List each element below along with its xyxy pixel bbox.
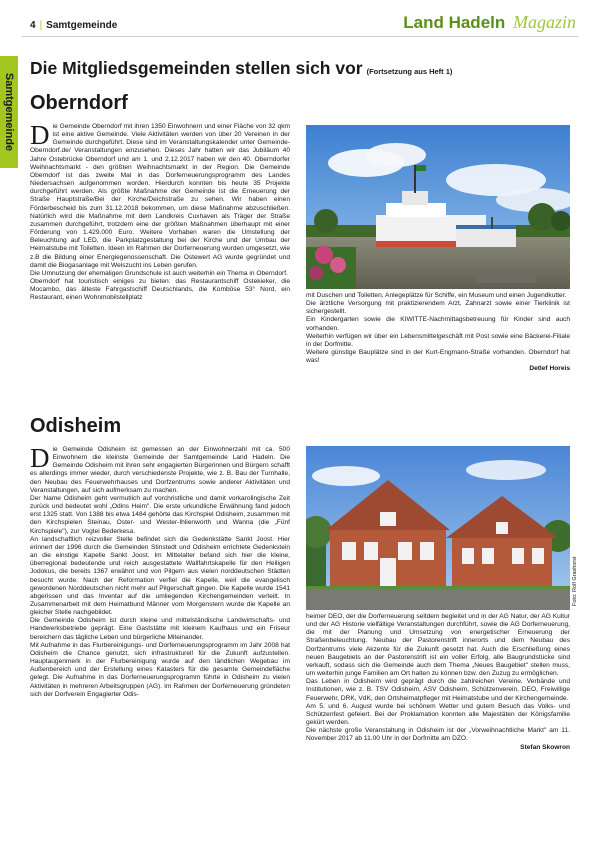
magazine-logo xyxy=(403,12,576,33)
photo-credit: Foto: Rolf Grashorst xyxy=(572,556,578,606)
side-tab-label: Samtgemeinde xyxy=(3,72,15,152)
dropcap: D xyxy=(30,443,50,473)
header-separator: | xyxy=(39,20,43,31)
author-signature: Detlef Horeis xyxy=(529,365,570,373)
odisheim-paragraph-6: heimer DEO, der die Dorferneuerung seitdem begleitet und in der AG Natur, der AG Kultur und der AG Historie vielfältige Veranstaltungen durchführt, sowie die AG Dorferneuerung, die mit der Planung und Umsetzung von energetischer Erneuerung der Straßenbeleuchtung, Neubau der Pastorenstrift innerorts und dem Neubau des Dorfzentrums viele Akzente für die Zukunft gesetzt hat. Auch die Erschließung eines neuen Baugebiets an der Pastorenstrift ist ein voller Erfolg, alle Baugrundstücke sind verkauft, sodass sich die Gemeinde auch dem Thema „Neues Baugebiet" stellen muss, um weiterhin junge Familien am Ort halten zu können bzw. den Zuzug zu ermöglichen. xyxy=(306,613,570,678)
brand-land: Land xyxy=(403,13,444,32)
oberndorf-paragraph-4: mit Duschen und Toiletten, Anlegeplätze für Schiffe, ein Museum und einen Jugendkutter. xyxy=(306,292,567,299)
oberndorf-paragraph-5: Die ärztliche Versorgung mit praktizierendem Arzt, Zahnarzt sowie einer Tierklinik ist sichergestellt. xyxy=(306,300,570,316)
photo-odisheim-houses xyxy=(306,446,570,610)
page-title-text: Die Mitgliedsgemeinden stellen sich vor xyxy=(30,58,363,78)
odisheim-paragraph-1-text: ie Gemeinde Odisheim ist gemessen an der Einwohnerzahl mit ca. 500 Einwohnern die kleinste Gemeinde der Samtgemeinde Land Hadeln. Die Gemeinde Odisheim mit ihren sehr engagierten Bürgerinnen und Bürgern schafft es allerdings immer wieder, durch verschiedenste Projekte, wie z. B. Bau der Turnhalle, den Neubau des Feuerwehrhauses und Dorfzentrums sowie anderer Aktivitäten und Veranstaltungen, auf sich aufmerksam zu machen. xyxy=(30,446,290,494)
page-title xyxy=(30,58,452,79)
header-rule xyxy=(22,36,578,37)
oberndorf-paragraph-1-text: ie Gemeinde Oberndorf mit ihren 1350 Einwohnern und einer Fläche von 32 qkm ist eine aktive Gemeinde. Viele Aktivitäten werden von über 20 Vereinen in der Gemeinde durchgeführt. Diese sind im Veranstaltungskalender unter Gemeinde-Oberndorf.de/ Veranstaltungen einzusehen. Dieses Jahr hatten wir das Jubiläum 40 Jahre Ostebrücke Oberndorf und am 1. und 2.12.2017 haben wir den 40. Oberndorfer Weihnachtsmarkt - den größten Weihnachtsmarkt in der Region. Die Gemeinde Oberndorf ist das zweite Mal in das Dorferneuerungsprogramm des Landes Niedersachsen aufgenommen worden. Hierdurch konnten bis heute 35 Projekte durchgeführt werden. Als größte Maßnahme der Gemeinde ist die Erneuerung der Straße Hauptstraße/Bei der Kirche/Deichstraße zu sehen. Wir haben einen Förderbescheid bis zum 31.12.2018 bekommen, um diese Maßnahme abzuschließen. Natürlich wird die Maßnahme mit dem Landkreis Cuxhaven als Träger der Straße zusammen durchgeführt, trotzdem eine der größten Maßnahmen überhaupt mit einer Förderung von 1.429.000 Euro. Weitere Vorhaben waren die Umstellung der Beleuchtung auf LED, die Parkplatzgestaltung bei der Kirche und der Umbau der Heimatstube mit Toiletten. Ideen im Rahmen der Dorferneuerung wurden umgesetzt, wie z.B die Bildung einer Energiegenossenschaft. Die Ostewert AG wurde gegründet und damit die Biogasanlage mit Welszucht ins Leben gerufen. xyxy=(30,123,290,269)
section-heading-oberndorf: Oberndorf xyxy=(30,92,128,114)
page-number: 4 xyxy=(30,20,36,31)
oberndorf-paragraph-3: Oberndorf hat touristisch einiges zu bieten: das Restaurantschiff Ostekieker, die Mocambo, das älteste Fahrgastschiff Deutschlands, die Komböse 53° Nord, ein Restaurant, einen Wohnmobilstellplatz xyxy=(30,277,290,302)
brand-magazin: Magazin xyxy=(513,12,576,32)
oberndorf-paragraph-8: Weitere günstige Bauplätze sind in der Kurt-Engmann-Straße vorhanden. Oberndorf hat was! xyxy=(306,349,570,365)
odisheim-paragraph-3: An landschaftlich reizvoller Stelle befindet sich die Gedenkstätte Sankt Joost. Hier erinnert der 1996 durch die Gemeinden Stinstedt und Odisheim errichtete Gedenkstein an die einstige Kapelle Sankt Joost. Im Mittelalter befand sich hier die kleine, überregional bedeutende und reich ausgestattete Wallfahrtskapelle für den Heiligen Jodokus, die bereits 1367 erwähnt und von Pilgern aus vielen norddeutschen Städten besucht wurde. Nach der Reformation verfiel die Kapelle, weil die evangelisch gewordenen Norddeutschen nicht mehr auf Pilgerschaft gingen. Die Kapelle wurde 1541 abgerissen und das Inventar auf die umliegenden Kirchengemeinden verteilt. In Zusammenarbeit mit dem Heimatbund Männer vom Morgenstern wurde die Kapelle an gleicher Stelle nachgebildet. xyxy=(30,535,290,617)
page-title-continuation: (Fortsetzung aus Heft 1) xyxy=(366,67,453,76)
odisheim-paragraph-1 xyxy=(30,443,290,495)
dropcap: D xyxy=(30,120,50,150)
section-name: Samtgemeinde xyxy=(46,20,118,31)
section-heading-odisheim: Odisheim xyxy=(30,415,122,437)
oberndorf-paragraph-6: Ein Kindergarten sowie die KIWITTE-Nachmittagsbetreuung für Kinder sind auch vorhanden. xyxy=(306,316,570,332)
author-signature: Stefan Skowron xyxy=(520,743,570,751)
oberndorf-paragraph-7: Weiterhin verfügen wir über ein Lebensmittelgeschäft mit Post sowie eine Bäckerei-Filiale in der Dorfmitte. xyxy=(306,332,570,348)
brand-hadeln: Hadeln xyxy=(448,13,506,32)
odisheim-left-column xyxy=(30,443,290,699)
oberndorf-left-column xyxy=(30,120,290,302)
odisheim-paragraph-9: Die nächste große Veranstaltung in Odisheim ist der „Vorweihnachtliche Markt" am 11. November 2017 ab 11.00 Uhr in der Dorfmitte am DZO. xyxy=(306,727,570,743)
oberndorf-paragraph-1 xyxy=(30,120,290,270)
photo-oberndorf-harbor xyxy=(306,125,570,289)
odisheim-paragraph-4: Die Gemeinde Odisheim ist durch kleine und mittelständische Landwirtschafts- und Handwerksbetriebe geprägt. Eine Gaststätte mit kleinem Kaufhaus und ein Friseur bereichern das tägliche Leben und bürgerliche Miteinander. xyxy=(30,617,290,641)
odisheim-right-column xyxy=(306,613,570,752)
odisheim-paragraph-2: Der Name Odisheim geht vermutlich auf vorchristliche und damit vorkarolingische Zeit zurück und bedeutet wohl „Odins Heim". Die erste urkundliche Erwähnung fand jedoch erst 1325 statt. Von 1388 bis etwa 1484 gehörte das Kirchspiel Odisheim, zusammen mit den Kirchspielen Steinau, Oster- und Wester-Ihlienworth und Wanna (die „Fünf Kirchspiele"), zur Vogtei Bederkesa. xyxy=(30,494,290,535)
side-section-tab xyxy=(0,56,18,168)
odisheim-paragraph-8: Am 5. und 6. August wurde bei schönem Wetter und gutem Besuch das Volks- und Schützenfest gefeiert. Bei der Proklamation konnten alle Majestäten der Königsfamilie gekürt werden. xyxy=(306,702,570,727)
oberndorf-right-column xyxy=(306,292,570,374)
page-header-left xyxy=(30,20,117,31)
oberndorf-paragraph-2: Die Umnutzung der ehemaligen Grundschule ist auch weiterhin ein Thema in Oberndorf. xyxy=(30,269,288,277)
odisheim-paragraph-7: Das Leben in Odisheim wird geprägt durch die zahlreichen Vereine, Verbände und Institutionen, wie z. B. TSV Odisheim, ASV Odisheim, Schützenverein, DEO, Freiwillige Feuerwehr, DRK, VdK, den Ortsheimatpfleger mit Heimatstube und der Kirchengemeinde. xyxy=(306,678,570,702)
odisheim-paragraph-5: Mit Aufnahme in das Flurbereinigungs- und Dorferneuerungsprogramm im Jahr 2008 hat Odisheim die Chance genutzt, sich infrastrukturell für die Zukunft aufzustellen. Hauptaugenmerk in der Flurbereinigung wurde auf den ländlichen Wegebau im Außenbereich und der Erstellung eines Katasters für die gesamte Gemeindefläche gelegt. Die Aufnahme in das Dorferneuerungsprogramm führte in Odisheim zu vielen Aktivitäten in mehreren Arbeitsgruppen (AG). Im Rahmen der Dorferneuerung gründeten sich der Dorfverein Engagierter Odis- xyxy=(30,641,290,698)
